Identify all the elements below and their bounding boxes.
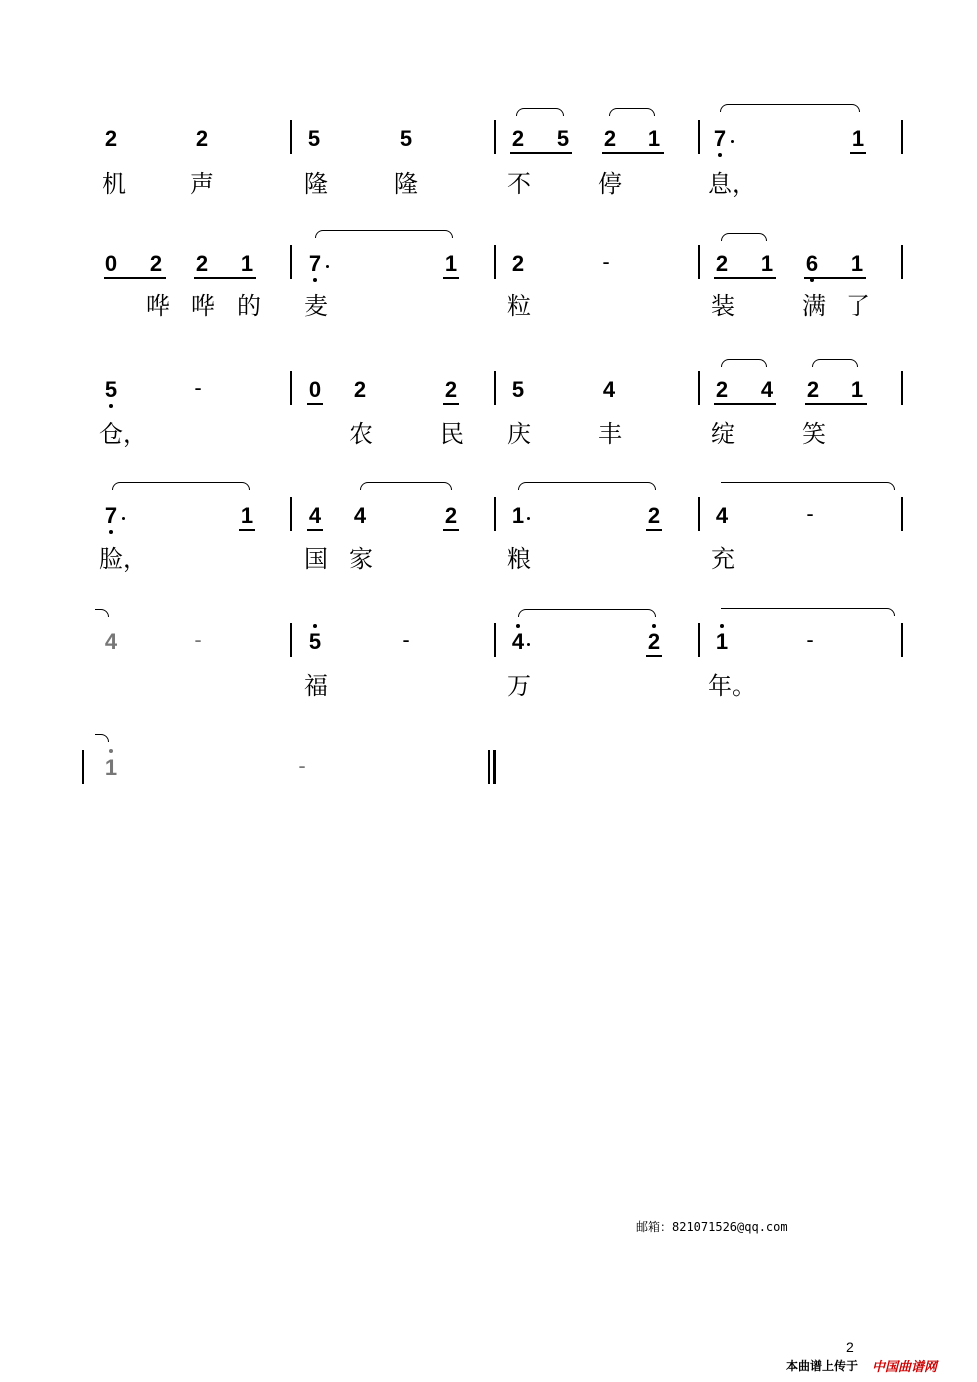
slur (721, 608, 895, 616)
note: 1 (851, 126, 865, 151)
final-barline-thin (488, 750, 490, 784)
slur-continuation (95, 609, 109, 617)
high-octave-dot (109, 749, 113, 753)
lyric: 充 (711, 545, 735, 573)
barline (290, 371, 292, 405)
barline (698, 497, 700, 531)
barline (290, 120, 292, 154)
note: 1 (240, 251, 254, 276)
low-octave-dot (109, 530, 113, 534)
high-octave-dot (516, 624, 520, 628)
lyric: 满 (802, 292, 826, 320)
dash: - (806, 627, 814, 652)
underline (602, 152, 664, 154)
lyric: 机 (102, 170, 126, 198)
page-number: 2 (846, 1339, 854, 1355)
augmentation-dot (527, 517, 530, 520)
note: 1 (850, 377, 864, 402)
barline (901, 245, 903, 279)
lyric: 粮 (507, 545, 531, 573)
email-contact: 邮箱：821071526@qq.com (636, 1220, 788, 1234)
barline (82, 750, 84, 784)
dash: - (298, 753, 306, 778)
lyric: 不 (507, 170, 531, 198)
note: 2 (195, 251, 209, 276)
note: 0 (308, 377, 322, 402)
slur (360, 482, 452, 490)
dash: - (402, 627, 410, 652)
underline (850, 152, 866, 154)
underline (443, 277, 459, 279)
barline (290, 623, 292, 657)
underline (104, 277, 166, 279)
note: 4 (104, 629, 118, 654)
lyric: 停 (598, 170, 622, 198)
lyric: 万 (507, 672, 531, 700)
note: 4 (353, 503, 367, 528)
slur (720, 104, 860, 112)
barline (901, 497, 903, 531)
lyric: 国 (304, 545, 328, 573)
note: 6 (805, 251, 819, 276)
underline (307, 529, 323, 531)
upload-credit: 本曲谱上传于 (786, 1359, 859, 1373)
note: 2 (353, 377, 367, 402)
augmentation-dot (527, 643, 530, 646)
lyric: 声 (190, 170, 214, 198)
note: 2 (806, 377, 820, 402)
note: 7 (713, 126, 727, 151)
lyric: 麦 (304, 292, 328, 320)
note: 5 (556, 126, 570, 151)
note: 7 (104, 503, 118, 528)
note: 4 (308, 503, 322, 528)
augmentation-dot (731, 140, 734, 143)
note: 1 (760, 251, 774, 276)
lyric: 年。 (708, 672, 756, 700)
note: 0 (104, 251, 118, 276)
barline (901, 371, 903, 405)
slur (518, 482, 656, 490)
note: 2 (444, 377, 458, 402)
note: 4 (602, 377, 616, 402)
note: 2 (104, 126, 118, 151)
lyric: 仓， (99, 420, 147, 448)
barline (494, 120, 496, 154)
note: 2 (444, 503, 458, 528)
note: 2 (715, 377, 729, 402)
note: 2 (195, 126, 209, 151)
note: 5 (307, 126, 321, 151)
note: 1 (647, 126, 661, 151)
note: 1 (104, 755, 118, 780)
low-octave-dot (313, 278, 317, 282)
lyric: 粒 (507, 292, 531, 320)
barline (494, 371, 496, 405)
note: 7 (308, 251, 322, 276)
lyric: 隆 (304, 170, 328, 198)
barline (494, 497, 496, 531)
barline (698, 120, 700, 154)
barline (901, 120, 903, 154)
underline (194, 277, 256, 279)
low-octave-dot (718, 153, 722, 157)
barline (698, 371, 700, 405)
high-octave-dot (313, 624, 317, 628)
lyric: 哗 (146, 292, 170, 320)
lyric: 了 (846, 292, 870, 320)
slur (518, 609, 656, 617)
slur (721, 482, 895, 490)
barline (290, 497, 292, 531)
underline (510, 152, 572, 154)
underline (804, 277, 866, 279)
barline (290, 245, 292, 279)
underline (443, 529, 459, 531)
barline (698, 623, 700, 657)
note: 1 (240, 503, 254, 528)
site-logo[interactable]: 中国曲谱网 (872, 1359, 938, 1374)
note: 2 (647, 629, 661, 654)
lyric: 民 (440, 420, 464, 448)
note: 5 (308, 629, 322, 654)
lyric: 的 (237, 292, 261, 320)
underline (646, 655, 662, 657)
note: 5 (104, 377, 118, 402)
slur (516, 108, 564, 116)
lyric: 庆 (507, 420, 531, 448)
final-barline-thick (493, 750, 496, 784)
note: 4 (511, 629, 525, 654)
lyric: 丰 (598, 420, 622, 448)
slur (609, 108, 655, 116)
note: 5 (399, 126, 413, 151)
lyric: 哗 (191, 292, 215, 320)
slur-continuation (95, 734, 109, 742)
note: 2 (511, 251, 525, 276)
note: 4 (760, 377, 774, 402)
augmentation-dot (326, 265, 329, 268)
underline (646, 529, 662, 531)
note: 2 (715, 251, 729, 276)
dash: - (194, 375, 202, 400)
slur (315, 230, 453, 238)
lyric: 装 (711, 292, 735, 320)
dash: - (806, 501, 814, 526)
underline (714, 277, 776, 279)
underline (443, 403, 459, 405)
lyric: 绽 (711, 420, 735, 448)
slur (112, 482, 250, 490)
slur (812, 359, 858, 367)
augmentation-dot (122, 517, 125, 520)
barline (698, 245, 700, 279)
note: 2 (511, 126, 525, 151)
low-octave-dot (109, 404, 113, 408)
high-octave-dot (652, 624, 656, 628)
underline (805, 403, 867, 405)
slur (721, 359, 767, 367)
lyric: 脸， (99, 545, 147, 573)
lyric: 农 (349, 420, 373, 448)
note: 1 (511, 503, 525, 528)
lyric: 息， (708, 170, 756, 198)
note: 1 (444, 251, 458, 276)
lyric: 笑 (802, 420, 826, 448)
slur (721, 233, 767, 241)
note: 1 (850, 251, 864, 276)
underline (714, 403, 776, 405)
barline (901, 623, 903, 657)
note: 2 (647, 503, 661, 528)
dash: - (194, 627, 202, 652)
lyric: 隆 (394, 170, 418, 198)
note: 1 (715, 629, 729, 654)
note: 4 (715, 503, 729, 528)
note: 5 (511, 377, 525, 402)
barline (494, 623, 496, 657)
underline (307, 403, 323, 405)
note: 2 (603, 126, 617, 151)
dash: - (602, 249, 610, 274)
high-octave-dot (720, 624, 724, 628)
barline (494, 245, 496, 279)
lyric: 家 (349, 545, 373, 573)
underline (239, 529, 255, 531)
note: 2 (149, 251, 163, 276)
lyric: 福 (304, 672, 328, 700)
